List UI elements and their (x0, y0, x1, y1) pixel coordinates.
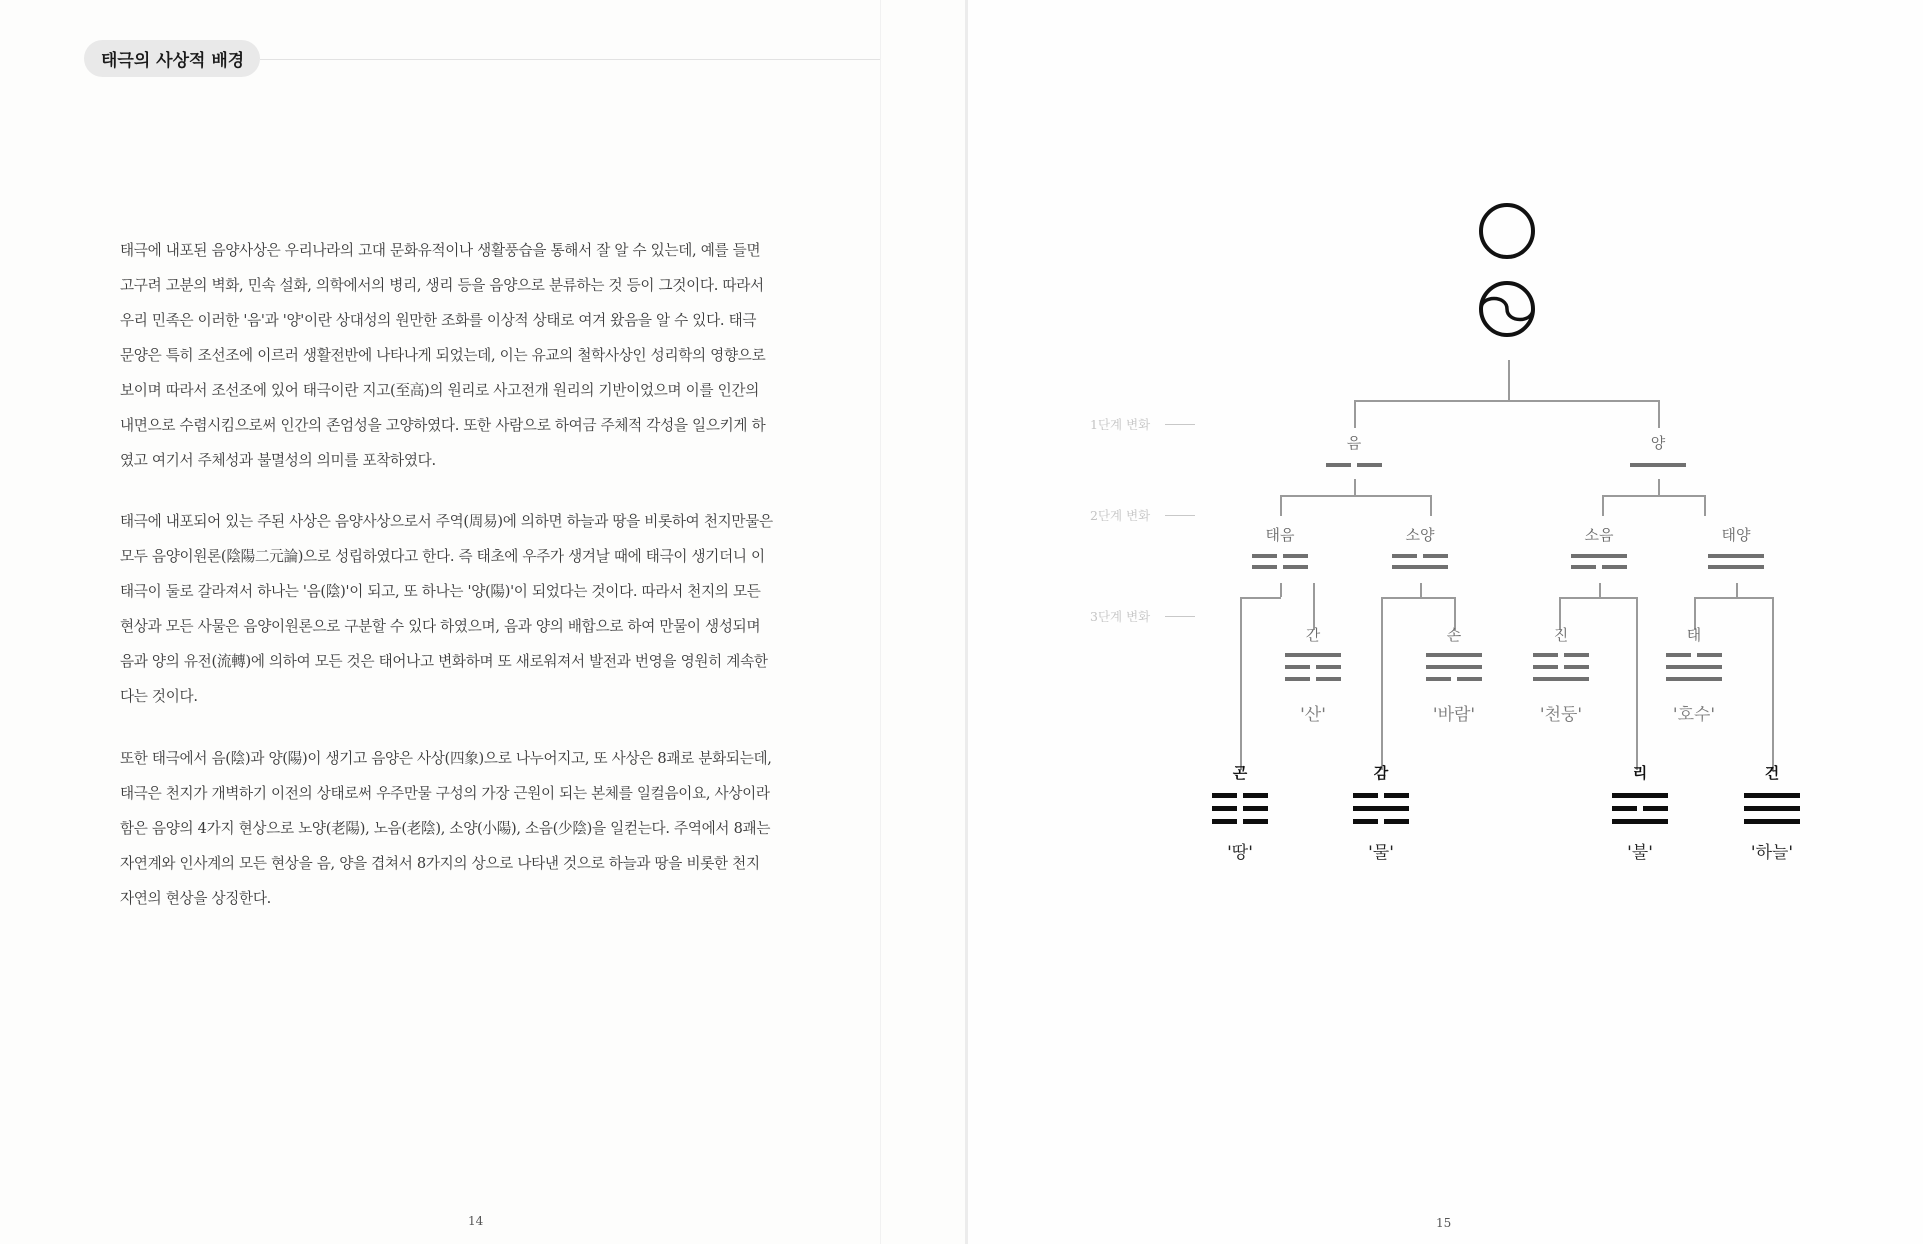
taeeum-label: 태음 (1265, 526, 1295, 544)
yin-line-icon (1326, 463, 1382, 469)
paragraph-3: 또한 태극에서 음(陰)과 양(陽)이 생기고 음양은 사상(四象)으로 나누어지고, 또 사상은 8괘로 분화되는데, 태극은 천지가 개벽하기 이전의 상태로써 우주만물 구성의 가장 근원이 되는 본체를 일컬음이요, 사상이라 함은 음양의 4가지 현상으로 노양(老陽), 노음(老陰), 소양(小陽), 소음(少陰)을 일컫는다. 주역에서 8괘는 자연계와 인사계의 모든 현상을 음, 양을 겹쳐서 8가지의 상으로 나타낸 것으로 하늘과 땅을 비롯한 천지 자연의 현상을 상징한다. (120, 750, 772, 907)
trigram-geon-label: 건 (1764, 764, 1780, 782)
trigram-ri-label: 리 (1632, 764, 1648, 782)
page-edge-line (880, 0, 881, 1244)
stage-3-label: 3단계 변화 (1090, 609, 1151, 624)
trigram-ri-icon (1612, 793, 1668, 825)
paragraph-2: 태극에 내포되어 있는 주된 사상은 음양사상으로서 주역(周易)에 의하면 하늘과 땅을 비롯하여 천지만물은 모두 음양이원론(陰陽二元論)으로 성립하였다고 한다. 즉 태초에 우주가 생겨날 때에 태극이 생기더니 이 태극이 둘로 갈라져서 하나는 '음(陰)'이 되고, 또 하나는 '양(陽)'이 되었다는 것이다. 따라서 천지의 모든 현상과 모든 사물은 음양이원론으로 구분할 수 있다 하였으며, 음과 양의 배합으로 하여 만물이 생성되며 음과 양의 유전(流轉)에 의하여 모든 것은 태어나고 변화하며 또 새로워져서 발전과 번영을 영원히 계속한 다는 것이다. (120, 513, 773, 705)
trigram-jin-meaning: '천둥' (1539, 705, 1583, 725)
stage-1-label: 1단계 변화 (1090, 417, 1151, 432)
yang-line-icon (1630, 463, 1686, 469)
section-title: 태극의 사상적 배경 (101, 51, 245, 71)
taeyang-label: 태양 (1721, 526, 1751, 544)
page-number-right: 15 (1436, 1216, 1452, 1230)
yang-label: 양 (1650, 434, 1666, 452)
yin-yang-icon (1477, 279, 1537, 339)
taegeuk-diagram (968, 0, 1923, 1244)
trigram-gon-meaning: '땅' (1227, 843, 1253, 863)
trigram-ri-meaning: '불' (1627, 843, 1653, 863)
right-page (968, 0, 1923, 1244)
trigram-jin-label: 진 (1553, 626, 1569, 644)
trigram-tae-meaning: '호수' (1672, 705, 1716, 725)
paragraph-1: 태극에 내포된 음양사상은 우리나라의 고대 문화유적이나 생활풍습을 통해서 잘 알 수 있는데, 예를 들면 고구려 고분의 벽화, 민속 설화, 의학에서의 병리, 생리 등을 음양으로 분류하는 것 등이 그것이다. 따라서 우리 민족은 이러한 '음'과 '양'이란 상대성의 원만한 조화를 이상적 상태로 여겨 왔음을 알 수 있다. 태극 문양은 특히 조선조에 이르러 생활전반에 나타나게 되었는데, 이는 유교의 철학사상인 성리학의 영향으로 보이며 따라서 조선조에 있어 태극이란 지고(至高)의 원리로 사고전개 원리의 기반이었으며 이를 인간의 내면으로 수렴시킴으로써 인간의 존엄성을 고양하였다. 또한 사람으로 하여금 주체적 각성을 일으키게 하 였고 여기서 주체성과 불멸성의 의미를 포착하였다. (120, 242, 766, 469)
trigram-jin-icon (1533, 653, 1589, 683)
trigram-gan-icon (1285, 653, 1341, 683)
soeum-label: 소음 (1584, 526, 1614, 544)
stage-2-label: 2단계 변화 (1090, 508, 1151, 523)
soeum-icon (1571, 554, 1627, 570)
taegeuk-circle-icon (1477, 201, 1537, 261)
trigram-gam-meaning: '물' (1368, 843, 1394, 863)
soyang-icon (1392, 554, 1448, 570)
trigram-gam-label: 감 (1373, 764, 1389, 782)
trigram-gon-label: 곤 (1232, 764, 1248, 782)
header-rule (260, 59, 880, 60)
trigram-tae-icon (1666, 653, 1722, 683)
page-number-left: 14 (468, 1214, 484, 1228)
trigram-gan-meaning: '산' (1300, 705, 1326, 725)
yin-label: 음 (1346, 434, 1362, 452)
trigram-gan-label: 간 (1305, 626, 1321, 644)
trigram-gon-icon (1212, 793, 1268, 825)
trigram-son-meaning: '바람' (1432, 705, 1476, 725)
taeyang-icon (1708, 554, 1764, 570)
taeeum-icon (1252, 554, 1308, 570)
trigram-son-icon (1426, 653, 1482, 683)
trigram-geon-meaning: '하늘' (1750, 843, 1794, 863)
trigram-tae-label: 태 (1686, 626, 1702, 644)
trigram-son-label: 손 (1446, 626, 1462, 644)
trigram-gam-icon (1353, 793, 1409, 825)
soyang-label: 소양 (1405, 526, 1435, 544)
trigram-geon-icon (1744, 793, 1800, 825)
